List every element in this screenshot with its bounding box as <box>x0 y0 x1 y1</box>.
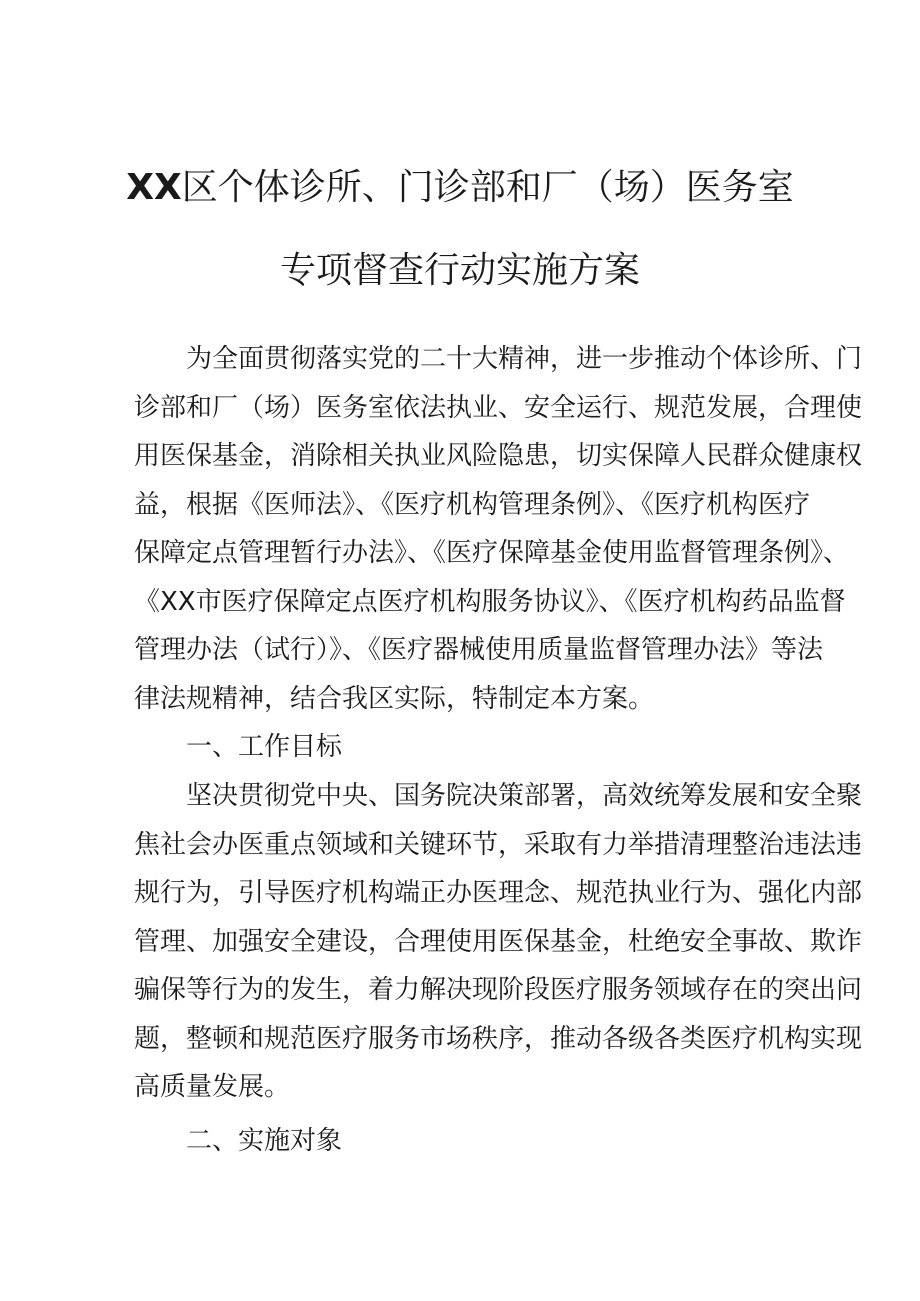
document-title-line-2: 专项督查行动实施方案 <box>279 250 640 291</box>
paragraph-line: 用医保基金，消除相关执业风险隐患，切实保障人民群众健康权 <box>134 441 863 471</box>
paragraph-line: 益，根据《医师法》、《医疗机构管理条例》、《医疗机构医疗 <box>134 489 811 520</box>
paragraph-line: 题，整顿和规范医疗服务市场秩序，推动各级各类医疗机构实现 <box>134 1023 863 1054</box>
work-goals-paragraph <box>134 772 863 1112</box>
paragraph-line: 坚决贯彻党中央、国务院决策部署，高效统筹发展和安全聚 <box>186 781 863 811</box>
section-heading-text: 一、工作目标 <box>186 732 343 762</box>
paragraph-line: 保障定点管理暂行办法》、《医疗保障基金使用监督管理条例》、 <box>134 538 850 568</box>
document-title-line-1 <box>0 166 920 210</box>
paragraph-line: 诊部和厂（场）医务室依法执业、安全运行、规范发展，合理使 <box>134 392 863 423</box>
section-heading-implementation-targets <box>134 1117 789 1166</box>
paragraph-line: 管理办法（试行）》、《医疗器械使用质量监督管理办法》等法 <box>134 635 824 665</box>
paragraph-line: 骗保等行为的发生，着力解决现阶段医疗服务领域存在的突出问 <box>134 975 863 1005</box>
paragraph-line: 为全面贯彻落实党的二十大精神，进一步推动个体诊所、门 <box>186 344 863 374</box>
paragraph-line: 规行为，引导医疗机构端正办医理念、规范执业行为、强化内部 <box>134 878 863 908</box>
paragraph-line: 焦社会办医重点领域和关键环节，采取有力举措清理整治违法违 <box>134 829 863 860</box>
paragraph-line: 高质量发展。 <box>134 1072 291 1102</box>
paragraph-line: 管理、加强安全建设，合理使用医保基金，杜绝安全事故、欺诈 <box>134 926 863 957</box>
title-prefix: XX <box>126 167 182 208</box>
intro-paragraph <box>134 335 863 723</box>
title-main-text: 区个体诊所、门诊部和厂（场）医务室 <box>181 167 794 208</box>
paragraph-line: 《XX市医疗保障定点医疗机构服务协议》、《医疗机构药品监督 <box>134 586 846 617</box>
paragraph-line: 律法规精神，结合我区实际，特制定本方案。 <box>134 683 655 714</box>
section-heading-text: 二、实施对象 <box>186 1126 343 1156</box>
section-heading-work-goals <box>134 723 789 772</box>
